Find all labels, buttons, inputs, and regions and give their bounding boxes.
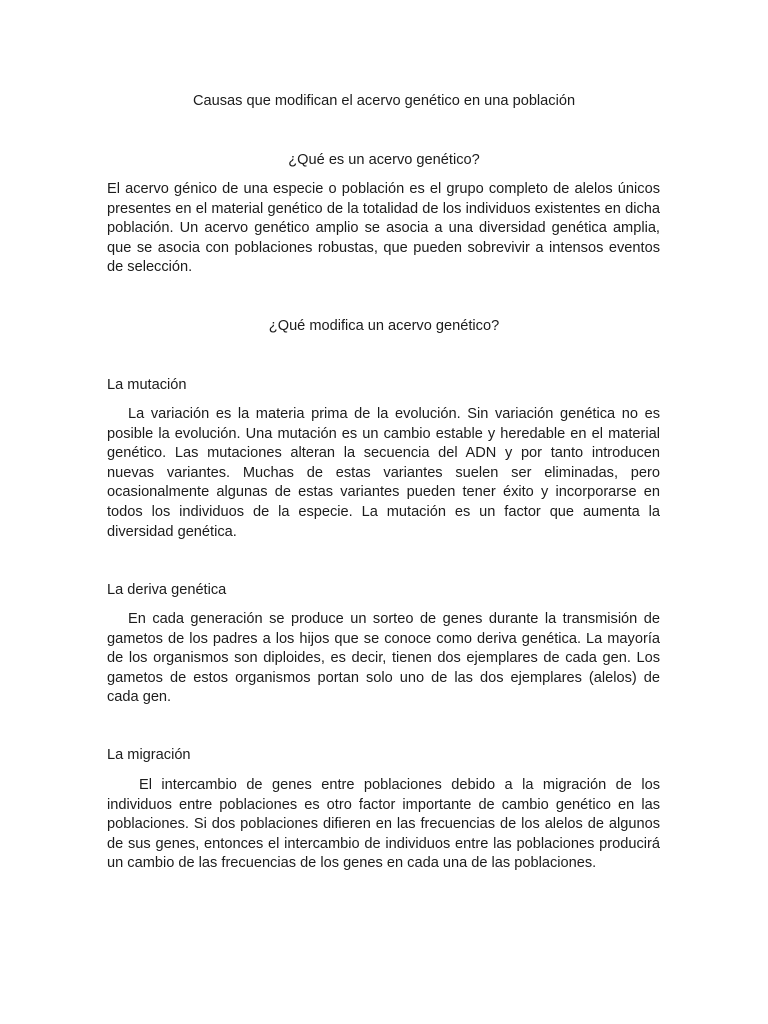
question-heading-acervo: ¿Qué es un acervo genético? <box>288 152 480 168</box>
section-heading-deriva: La deriva genética <box>107 582 227 598</box>
section-heading-mutacion: La mutación <box>107 377 187 393</box>
question-heading-modifica: ¿Qué modifica un acervo genético? <box>268 318 500 334</box>
section-heading-migracion: La migración <box>107 747 191 763</box>
document-title: Causas que modifican el acervo genético en una población <box>192 93 576 109</box>
paragraph-deriva: En cada generación se produce un sorteo de genes durante la transmisión de gametos de los padres a los hijos que se conoce como deriva genética. La mayoría de los organismos son diploides, es decir, tienen dos ejemplares de cada gen. Los gametos de estos organismos portan solo uno de las dos ejemplares (alelos) de cada gen. <box>107 611 660 706</box>
paragraph-acervo-definition: El acervo génico de una especie o población es el grupo completo de alelos únicos presentes en el material genético de la totalidad de los individuos existentes en dicha población. Un acervo genético amplio se asocia a una diversidad genética amplia, que se asocia con poblaciones robustas, que pueden sobrevivir a intensos eventos de selección. <box>107 181 660 276</box>
paragraph-mutacion: La variación es la materia prima de la evolución. Sin variación genética no es posible la evolución. Una mutación es un cambio estable y heredable en el material genético. Las mutaciones alteran la secuencia del ADN y por tanto introducen nuevas variantes. Muchas de estas variantes suelen ser eliminadas, pero ocasionalmente algunas de estas variantes pueden tener éxito y incorporarse en todos los individuos de la especie. La mutación es un factor que aumenta la diversidad genética. <box>107 406 660 540</box>
paragraph-migracion: El intercambio de genes entre poblaciones debido a la migración de los individuos entre poblaciones es otro factor importante de cambio genético en las poblaciones. Si dos poblaciones difieren en las frecuencias de los alelos de algunos de sus genes, entonces el intercambio de individuos entre las poblaciones producirá un cambio de las frecuencias de los genes en cada una de las poblaciones. <box>107 777 660 872</box>
